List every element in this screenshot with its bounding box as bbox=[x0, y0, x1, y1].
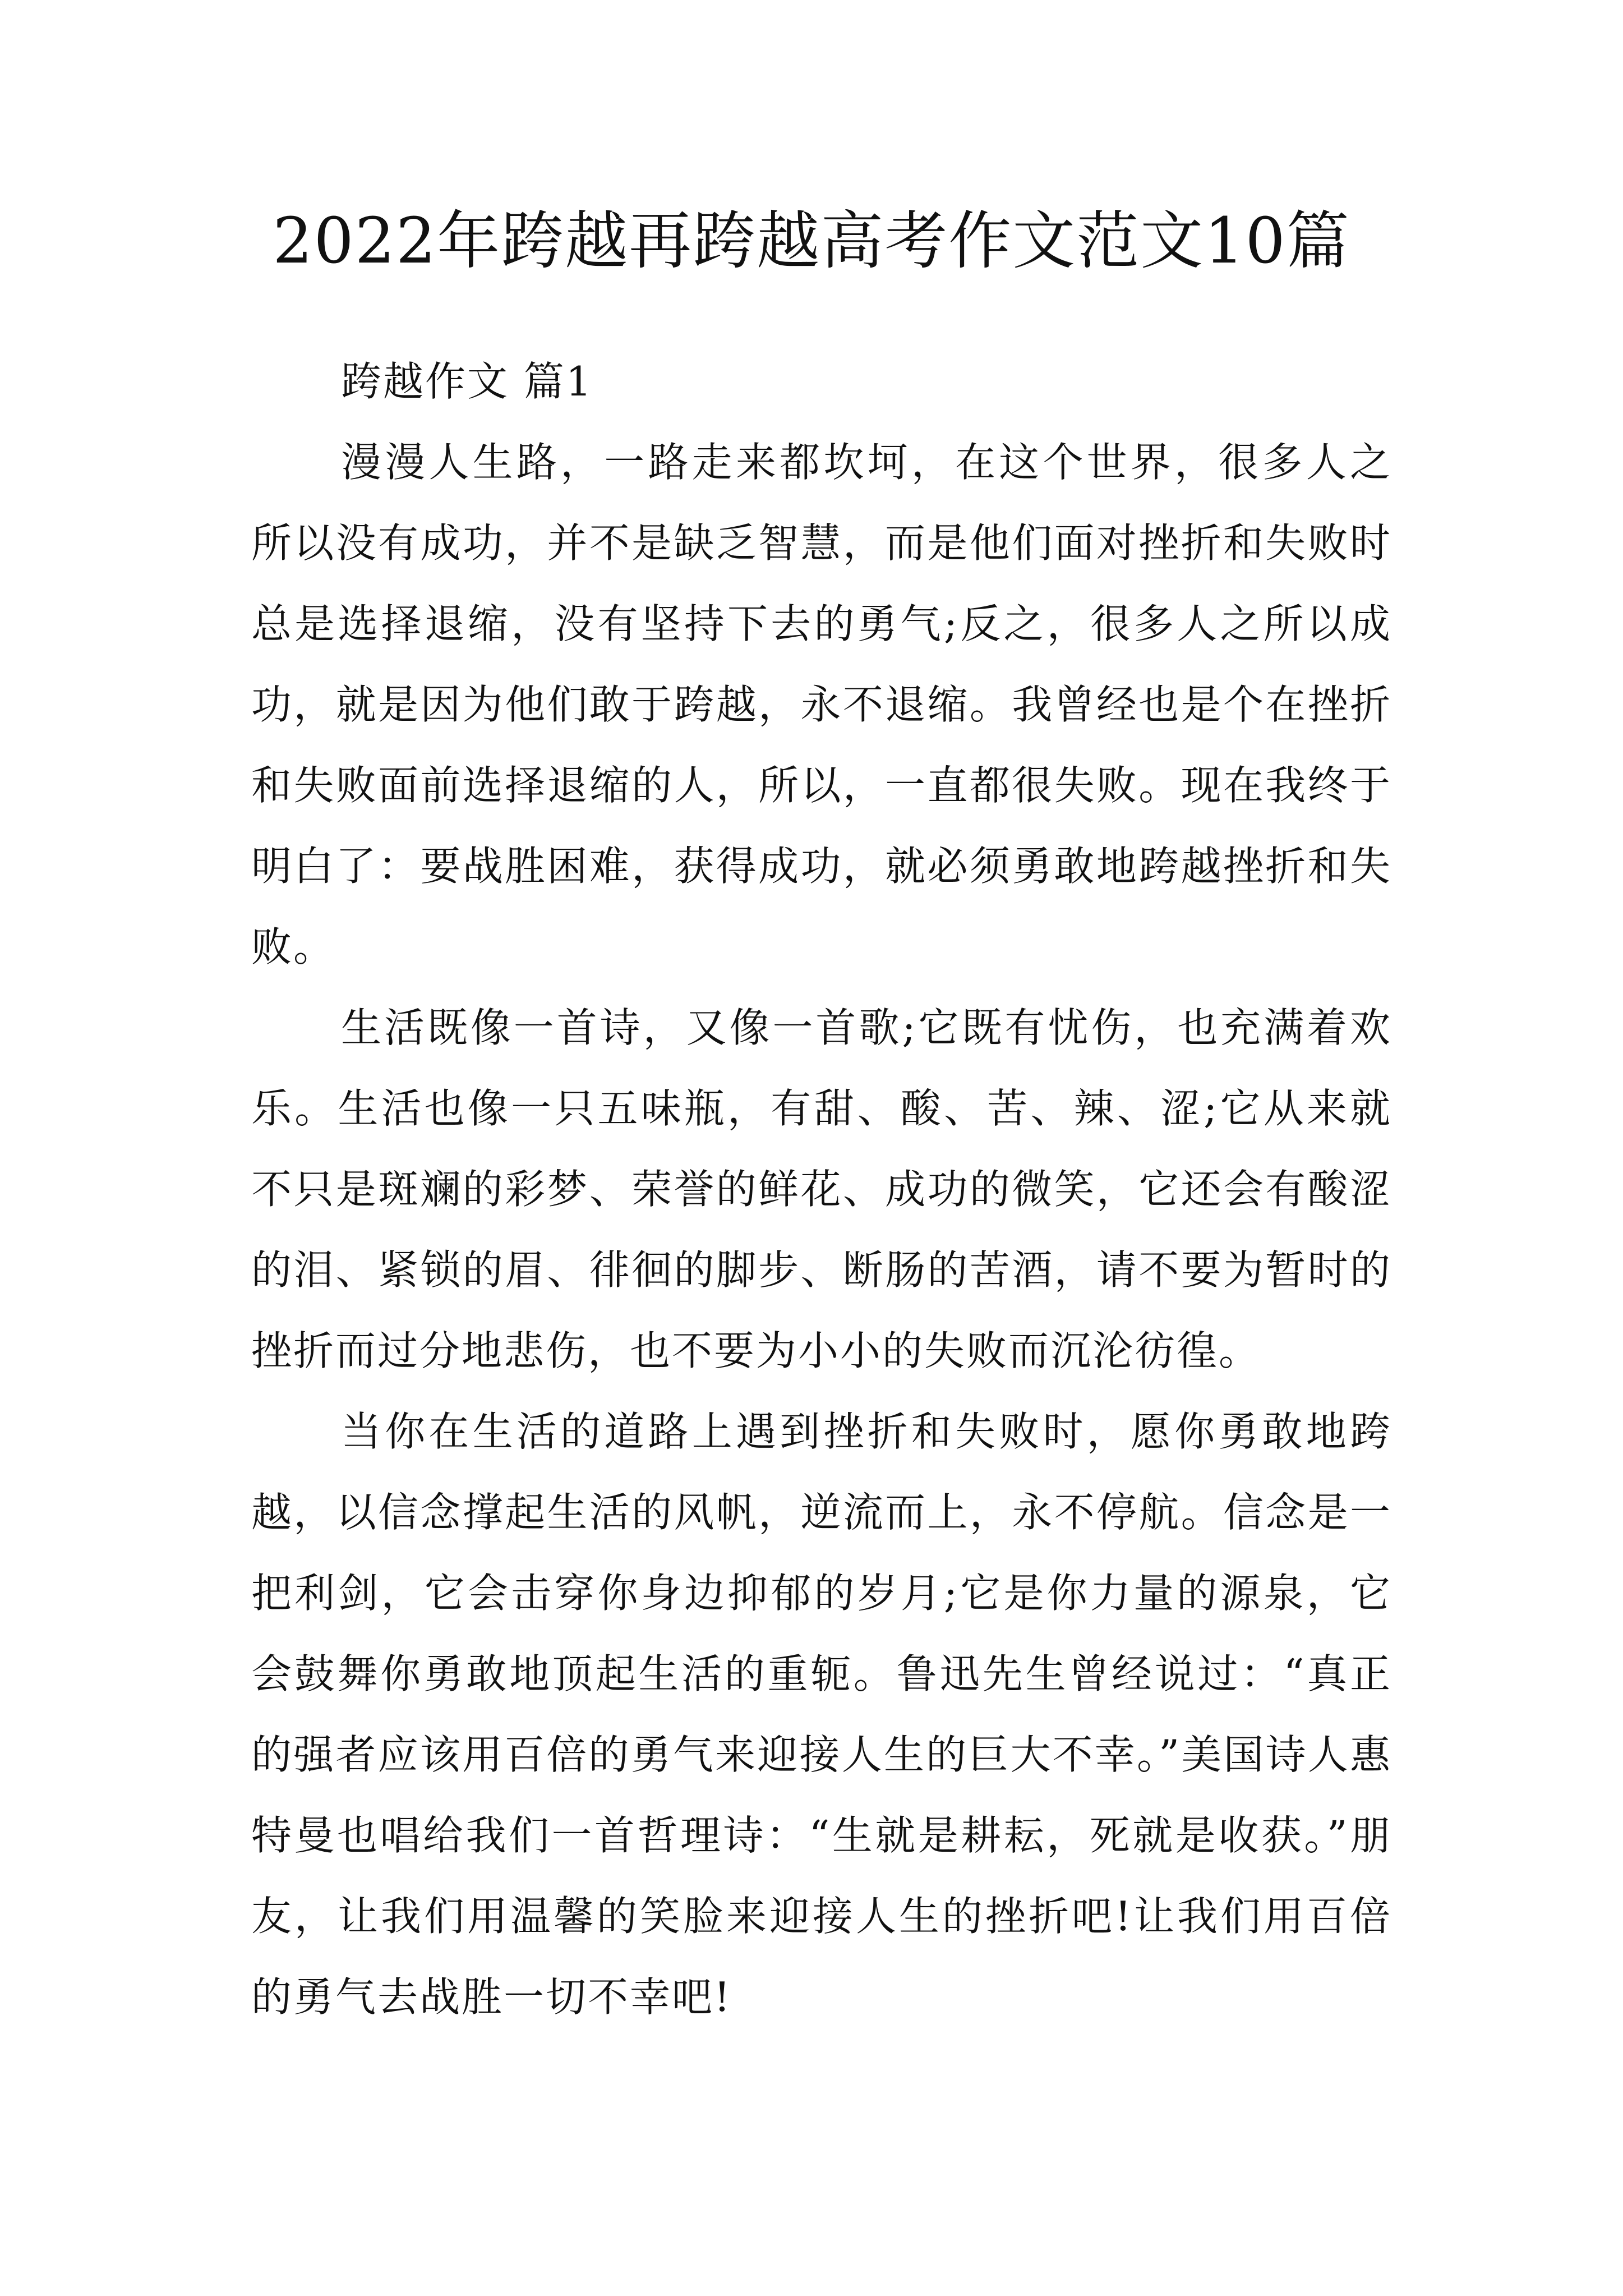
paragraph-3: 当你在生活的道路上遇到挫折和失败时，愿你勇敢地跨越，以信念撑起生活的风帆，逆流而上，永不停航。信念是一把利剑，它会击穿你身边抑郁的岁月;它是你力量的源泉，它会鼓舞你勇敢地顶起生活的重轭。鲁迅先生曾经说过：“真正的强者应该用百倍的勇气来迎接人生的巨大不幸。”美国诗人惠特曼也唱给我们一首哲理诗：“生就是耕耘，死就是收获。”朋友，让我们用温馨的笑脸来迎接人生的挫折吧!让我们用百倍的勇气去战胜一切不幸吧! bbox=[251, 1408, 1392, 2021]
document-body bbox=[251, 341, 1392, 2037]
section-heading: 跨越作文 篇1 bbox=[341, 358, 593, 405]
paragraph-2: 生活既像一首诗，又像一首歌;它既有忧伤，也充满着欢乐。生活也像一只五味瓶，有甜、酸、苦、辣、涩;它从来就不只是斑斓的彩梦、荣誉的鲜花、成功的微笑，它还会有酸涩的泪、紧锁的眉、徘徊的脚步、断肠的苦酒，请不要为暂时的挫折而过分地悲伤，也不要为小小的失败而沉沦彷徨。 bbox=[251, 1004, 1392, 1374]
document-title: 2022年跨越再跨越高考作文范文10篇 bbox=[273, 205, 1350, 278]
paragraph-1: 漫漫人生路，一路走来都坎坷，在这个世界，很多人之所以没有成功，并不是缺乏智慧，而是他们面对挫折和失败时总是选择退缩，没有坚持下去的勇气;反之，很多人之所以成功，就是因为他们敢于跨越，永不退缩。我曾经也是个在挫折和失败面前选择退缩的人，所以，一直都很失败。现在我终于明白了：要战胜困难，获得成功，就必须勇敢地跨越挫折和失败。 bbox=[251, 439, 1392, 970]
